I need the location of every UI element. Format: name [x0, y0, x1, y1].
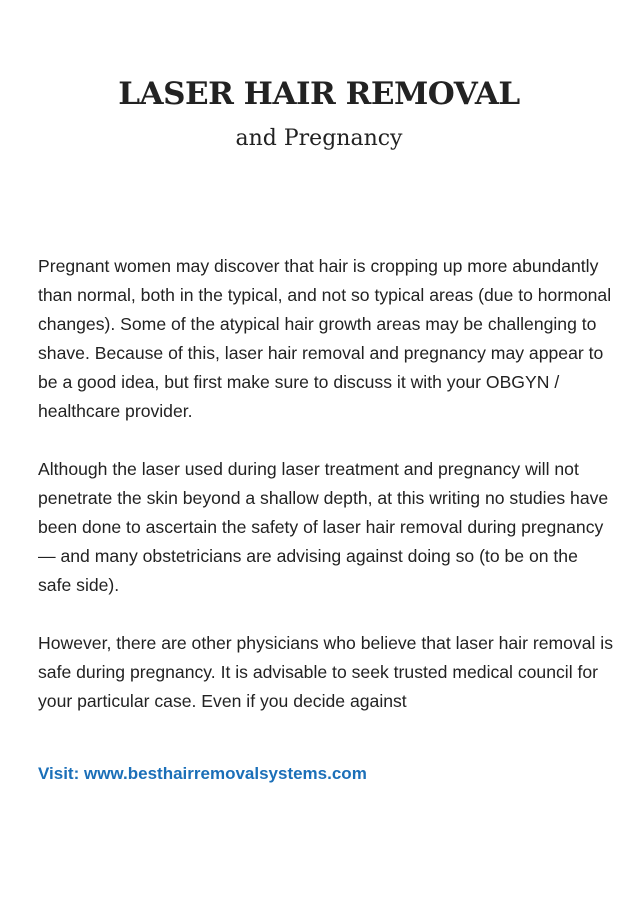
paragraph-1: Pregnant women may discover that hair is cropping up more abundantly than normal, both in the typical, and not so typical areas (due to hormonal changes). Some of the atypical hair growth areas may be challenging to shave. Because of this, laser hair removal and pregnancy may appear to be a good idea, but first make sure to discuss it with your OBGYN / healthcare provider.	[38, 256, 612, 421]
visit-line	[38, 762, 367, 786]
visit-label: Visit:	[38, 764, 84, 783]
paragraph-2: Although the laser used during laser treatment and pregnancy will not penetrate the skin beyond a shallow depth, at this writing no studies have been done to ascertain the safety of laser hair removal during pregnancy — and many obstetricians are advising against doing so (to be on the safe side).	[38, 459, 609, 595]
body-text	[38, 252, 613, 745]
paragraph-3: However, there are other physicians who believe that laser hair removal is safe during pregnancy. It is advisable to seek trusted medical council for your particular case. Even if you decide against	[38, 633, 614, 711]
page-title: LASER HAIR REMOVAL	[118, 76, 520, 112]
page-subtitle: and Pregnancy	[235, 126, 403, 151]
visit-link[interactable]: www.besthairremovalsystems.com	[83, 764, 367, 783]
